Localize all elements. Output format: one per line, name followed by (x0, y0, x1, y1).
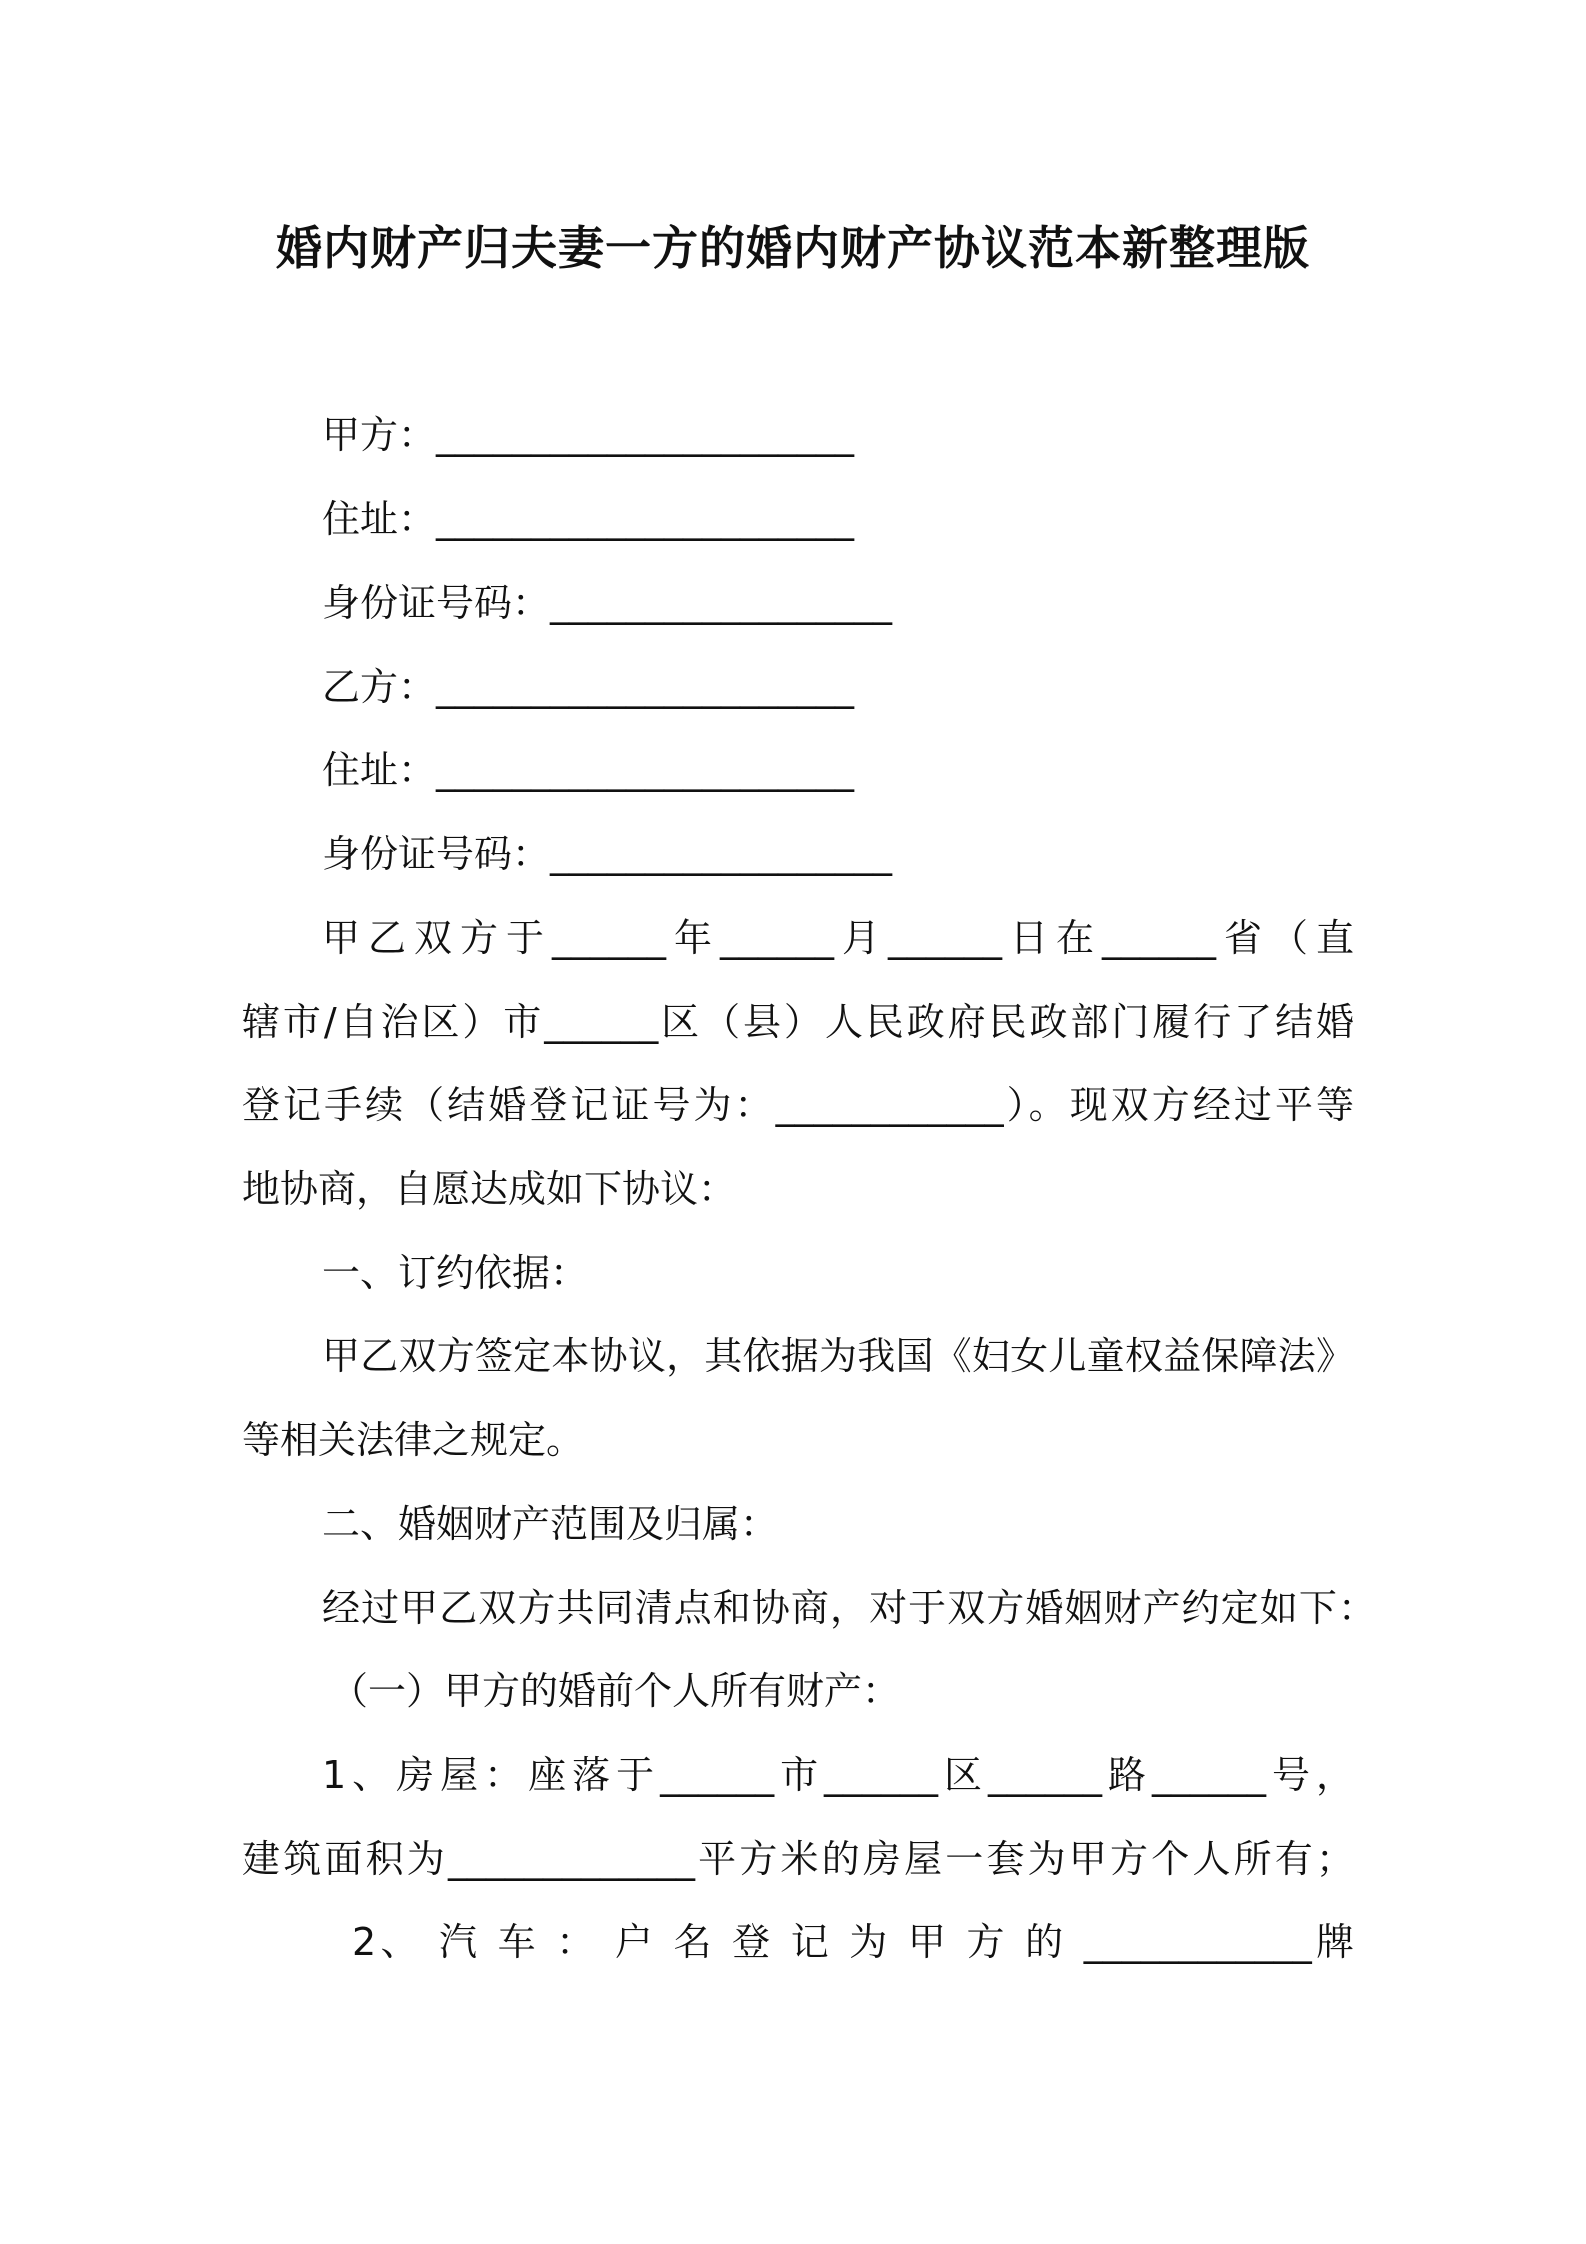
section-2-sub-1-heading: （一）甲方的婚前个人所有财产： (330, 1669, 901, 1713)
item-1-line-1: 1、房屋：座落于______市______区______路______号， (322, 1753, 1354, 1797)
preamble-line-4: 地协商，自愿达成如下协议： (242, 1167, 737, 1211)
party-b-id-line: 身份证号码：__________________ (322, 832, 893, 876)
preamble-line-3: 登记手续（结婚登记证号为：____________）。现双方经过平等 (242, 1083, 1354, 1127)
party-a-id-line: 身份证号码：__________________ (322, 581, 893, 625)
party-b-address-line: 住址：______________________ (322, 748, 855, 792)
item-1-line-2: 建筑面积为_____________平方米的房屋一套为甲方个人所有； (242, 1837, 1354, 1881)
party-a-name-line: 甲方：______________________ (322, 413, 855, 457)
section-2-intro: 经过甲乙双方共同清点和协商，对于双方婚姻财产约定如下： (322, 1586, 1376, 1630)
section-1-line-1: 甲乙双方签定本协议，其依据为我国《妇女儿童权益保障法》 (322, 1334, 1354, 1378)
section-1-line-2: 等相关法律之规定。 (242, 1418, 585, 1462)
section-2-heading: 二、婚姻财产范围及归属： (322, 1502, 779, 1546)
party-a-address-line: 住址：______________________ (322, 497, 855, 541)
preamble-line-2: 辖市/自治区）市______区（县）人民政府民政部门履行了结婚 (242, 1000, 1354, 1044)
document-title: 婚内财产归夫妻一方的婚内财产协议范本新整理版 (276, 221, 1310, 275)
section-1-heading: 一、订约依据： (322, 1251, 589, 1295)
party-b-name-line: 乙方：______________________ (322, 665, 855, 709)
item-2-line: 2、 汽 车 ： 户 名 登 记 为 甲 方 的 ____________牌 (352, 1920, 1354, 1964)
preamble-line-1: 甲乙双方于______年______月______日在______省（直 (322, 916, 1354, 960)
